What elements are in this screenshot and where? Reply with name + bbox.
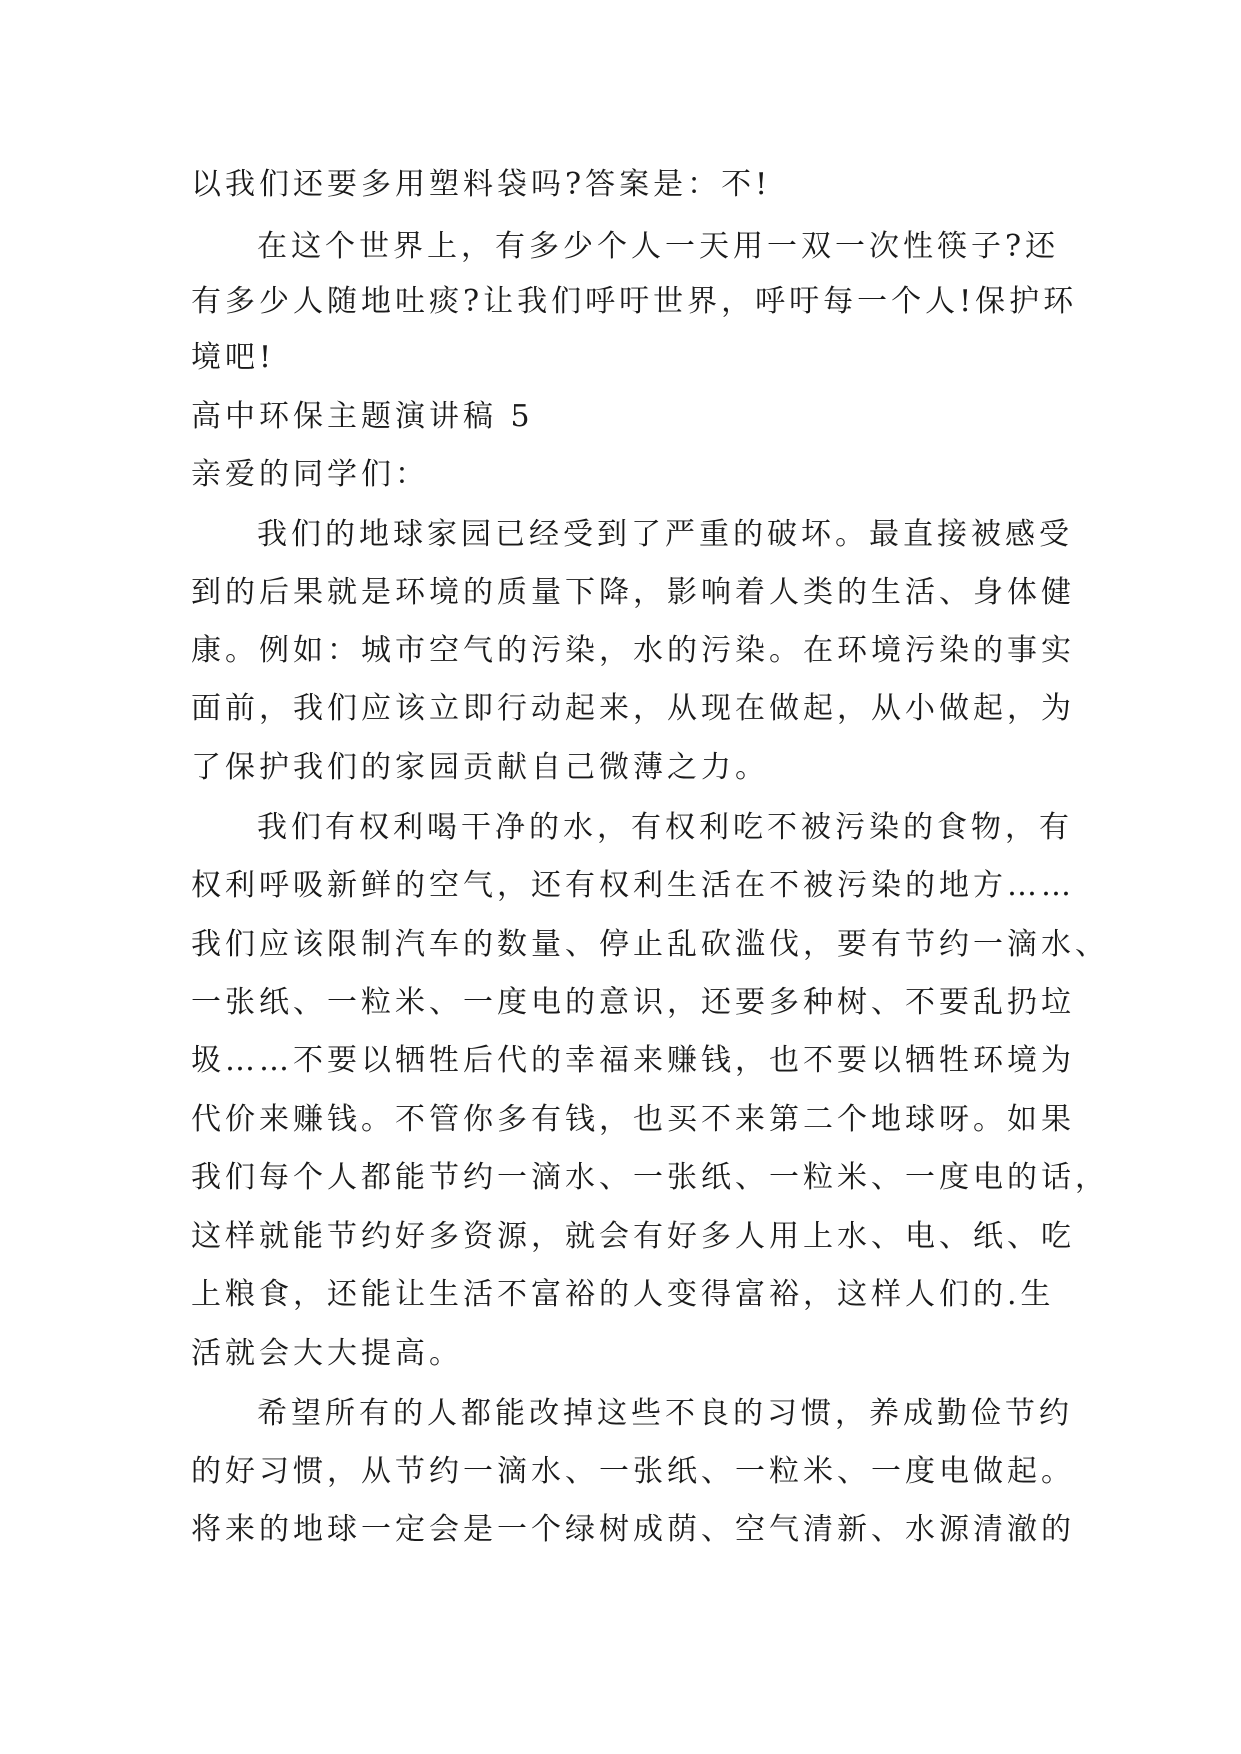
section-heading: 高中环保主题演讲稿 5 (191, 399, 534, 434)
text-line: 我们应该限制汽车的数量、停止乱砍滥伐，要有节约一滴水、 (191, 927, 1109, 962)
text-line: 一张纸、一粒米、一度电的意识，还要多种树、不要乱扔垃 (191, 985, 1075, 1020)
text-line: 的好习惯，从节约一滴水、一张纸、一粒米、一度电做起。 (191, 1454, 1075, 1489)
text-line: 我们有权利喝干净的水，有权利吃不被污染的食物，有 (257, 810, 1073, 845)
text-line: 活就会大大提高。 (191, 1336, 463, 1371)
text-line: 了保护我们的家园贡献自己微薄之力。 (191, 750, 769, 785)
text-line: 这样就能节约好多资源，就会有好多人用上水、电、纸、吃 (191, 1219, 1075, 1254)
text-line: 希望所有的人都能改掉这些不良的习惯，养成勤俭节约 (257, 1396, 1073, 1431)
text-line: 上粮食，还能让生活不富裕的人变得富裕，这样人们的.生 (191, 1277, 1055, 1312)
text-line: 有多少人随地吐痰?让我们呼吁世界，呼吁每一个人!保护环 (191, 284, 1078, 319)
text-line: 境吧! (191, 340, 276, 375)
text-line: 康。例如：城市空气的污染，水的污染。在环境污染的事实 (191, 633, 1075, 668)
text-line: 面前，我们应该立即行动起来，从现在做起，从小做起，为 (191, 691, 1075, 726)
text-line: 在这个世界上，有多少个人一天用一双一次性筷子?还 (257, 229, 1060, 264)
text-line: 权利呼吸新鲜的空气，还有权利生活在不被污染的地方…… (191, 868, 1075, 903)
text-line: 我们每个人都能节约一滴水、一张纸、一粒米、一度电的话， (191, 1160, 1109, 1195)
salutation: 亲爱的同学们： (191, 457, 429, 492)
text-line: 以我们还要多用塑料袋吗?答案是：不! (191, 167, 772, 202)
text-line: 到的后果就是环境的质量下降，影响着人类的生活、身体健 (191, 575, 1075, 610)
text-line: 圾……不要以牺牲后代的幸福来赚钱，也不要以牺牲环境为 (191, 1043, 1075, 1078)
text-line: 我们的地球家园已经受到了严重的破坏。最直接被感受 (257, 517, 1073, 552)
text-line: 代价来赚钱。不管你多有钱，也买不来第二个地球呀。如果 (191, 1102, 1075, 1137)
text-line: 将来的地球一定会是一个绿树成荫、空气清新、水源清澈的 (191, 1512, 1075, 1547)
